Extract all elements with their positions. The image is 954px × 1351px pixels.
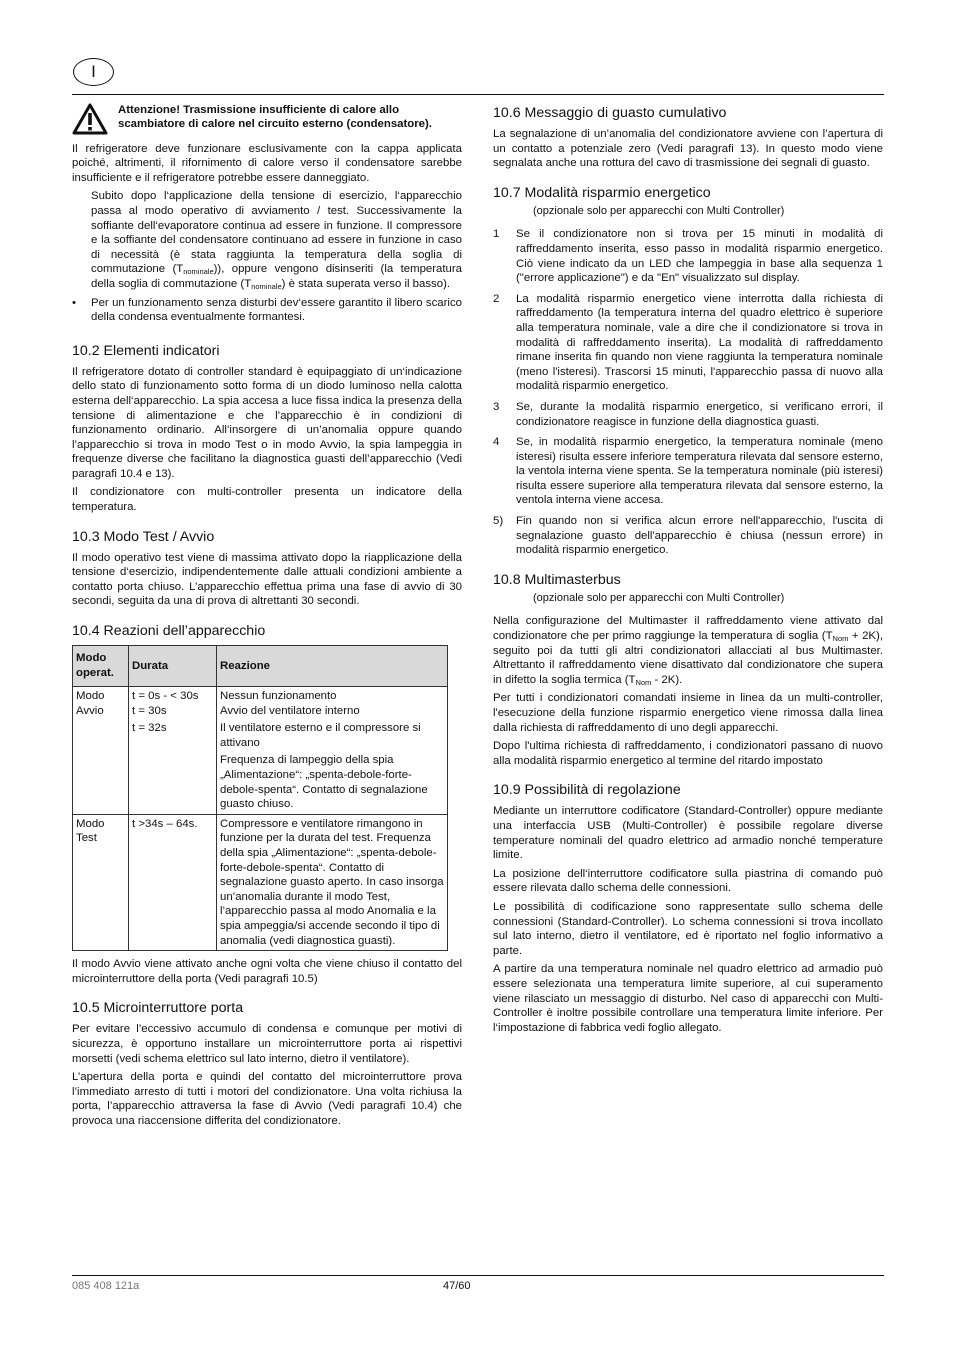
right-column: [493, 103, 883, 1039]
list-item: 1 Se il condizionatore non si trova per 15 minuti in modalità di raffreddamento inserita, esso passo in modalità risparmio energetico. Ciò viene indicato da un LED che lampeggia in base alla sequenza 1 ("errore applicazione") e da "En" visualizzato sul display.: [493, 228, 883, 285]
section-heading-10-2: 10.2 Elementi indicatori: [72, 342, 220, 359]
paragraph: Per evitare l’eccessivo accumulo di condensa e comunque per motivi di sicurezza, è opportuno installare un microinterruttore porta ai rispettivi morsetti (vedi schema elettrico sul lato interno, dietro il ventilatore).: [72, 1023, 462, 1065]
section-heading-10-7: 10.7 Modalità risparmio energetico: [493, 184, 711, 201]
left-column: [72, 103, 462, 1132]
warning-title: Attenzione! Trasmissione insufficiente di calore allo scambiatore di calore nel circuito esterno (condensatore).: [118, 104, 432, 131]
table-cell: Nessun funzionamento Avvio del ventilatore interno Il ventilatore esterno e il compressore si attivano Frequenza di lampeggio della spia „Alimentazione“: „spenta-debole-forte-debole-spenta“. Contatto di segnalazione guasto chiuso.: [217, 687, 448, 815]
paragraph: Dopo l'ultima richiesta di raffreddamento, i condizionatori passano di nuovo alla modalità risparmio energetico al termine del ritardo impostato: [493, 740, 883, 767]
section-heading-10-6: 10.6 Messaggio di guasto cumulativo: [493, 105, 727, 121]
paragraph: L’apertura della porta e quindi del contatto del microinterruttore prova l’immediato arresto di tutti i motori del condizionatore. Una volta richiusa la porta, l’apparecchio attraversa la fase di Avvio (Vedi paragrafi 10.4) che provoca una riaccensione differita del condizionatore.: [72, 1071, 462, 1127]
paragraph: A partire da una temperatura nominale nel quadro elettrico ad armadio può essere selezionata una temperatura limite superiore, al cui superamento viene rilasciato un messaggio di disturbo. Nel caso di apparecchi con Multi-Controller è inoltre possibile controllare una temperatura limite inferiore. Per l‘impostazione di fabbrica vedi foglio allegato.: [493, 963, 883, 1034]
paragraph: Mediante un interruttore codificatore (Standard-Controller) oppure mediante una interfaccia USB (Multi-Controller) è possibile regolare diverse temperature nominali del quadro elettrico ad armadio nonché temperature limite.: [493, 805, 883, 862]
bullet-item: • Per un funzionamento senza disturbi dev‘essere garantito il libero scarico della condensa eventualmente formantesi.: [72, 296, 462, 324]
table-row: [73, 814, 448, 950]
section-heading-10-5: 10.5 Microinterruttore porta: [72, 1000, 244, 1017]
table-row: [73, 687, 448, 815]
table-cell: t = 0s - < 30s t = 30s t = 32s: [129, 687, 217, 815]
table-cell: Modo Test: [73, 814, 129, 950]
table-cell: Modo Avvio: [73, 687, 129, 815]
numbered-list: [493, 227, 883, 557]
warning-triangle-icon: [72, 103, 118, 140]
section-heading-10-4: 10.4 Reazioni dell’apparecchio: [72, 623, 266, 640]
paragraph: Il modo operativo test viene di massima attivato dopo la riapplicazione della tensione d‘esercizio, indipendentemente dalle attuali condizioni ambiente a contatto porta chiuso. L’apparecchio effettua prima una fase di avvio di 30 secondi, seguita da una di prova di altrettanti 30 secondi.: [72, 551, 462, 608]
table-header-cell: Modo operat.: [73, 646, 129, 687]
language-badge: I: [73, 58, 114, 86]
paragraph: Il refrigeratore deve funzionare esclusivamente con la cappa applicata poiché, altrimenti, il rifornimento di calore verso il condensatore sarebbe insufficiente e il refrigeratore potrebbe essere danneggiato.: [72, 142, 462, 184]
table-header-cell: Reazione: [217, 646, 448, 687]
section-note: (opzionale solo per apparecchi con Multi Controller): [533, 204, 785, 217]
footer-rule: [72, 1275, 884, 1276]
table-header-cell: Durata: [129, 646, 217, 687]
section-note: (opzionale solo per apparecchi con Multi Controller): [533, 591, 785, 604]
table-cell: Compressore e ventilatore rimangono in funzione per la durata del test. Frequenza della spia „Alimentazione“: „spenta-debole-forte-debole-spenta“. Contatto di segnalazione guasto aperto. In caso insorga un’anomalia durante il modo Test, l’apparecchio passa al modo Anomalia e la spia ampeggia/si accende secondo il tipo di anomalia (vedi diagnostica guasti).: [217, 814, 448, 950]
document-number: 085 408 121a: [72, 1280, 140, 1292]
paragraph: Il condizionatore con multi-controller presenta un indicatore della temperatura.: [72, 486, 462, 514]
paragraph: Il modo Avvio viene attivato anche ogni volta che viene chiuso il contatto del microinterruttore della porta (Vedi paragrafi 10.5): [72, 958, 462, 985]
paragraph: Nella configurazione del Multimaster il raffreddamento viene attivato dal condizionatore che per primo raggiunge la temperatura di soglia $(T_{Nom} + 2K)$, seguito poi da tutti gli altri condizionatori allacciati al bus Multimaster. Altrettanto il raffreddamento viene disattivato dal condizionatore che supera in difetto la soglia termica $(T_{Nom} - 2K)$.: [493, 615, 883, 687]
warning-box: [72, 103, 462, 140]
list-item: 4 Se, in modalità risparmio energetico, la temperatura nominale (meno isteresi) risulta essere inferiore temperatura rilevata dal sensore esterno, la ventola interna viene spenta. Se la temperatura nominale (più isteresi) risulta essere superiore alla temperatura rilevata dal sensore esterno, la ventola interna viene accesa.: [493, 436, 883, 507]
list-item: 5) Fin quando non si verifica alcun errore nell'apparecchio, l'uscita di segnalazione guasto dell'apparecchio è chiusa (nessun errore) in modalità risparmio energetico.: [493, 515, 883, 557]
paragraph-indented: Subito dopo l‘applicazione della tensione di esercizio, l‘apparecchio passa al modo operativo di avviamento / test. Successivamente la soffiante dell‘evaporatore continua ad essere in funzione. Il compressore e la soffiante del condensatore continuano ad essere in funzione in caso di necessità (è stata raggiunta la temperatura della soglia di commutazione $(T_{nominale})$), oppure vengono disinseriti (la temperatura della soglia di commutazione $(T_{nominale})$ è stata superata verso il basso).: [91, 190, 462, 291]
section-heading-10-8: 10.8 Multimasterbus: [493, 571, 621, 588]
section-heading-10-3: 10.3 Modo Test / Avvio: [72, 528, 215, 545]
paragraph: Il refrigeratore dotato di controller standard è equipaggiato di un‘indicazione dello stato di funzionamento sotto forma di un diodo luminoso nella calotta esterna dell‘apparecchio. La spia accesa a luce fissa indica la presenza della tensione di alimentazione e che l’apparecchio è in condizioni di funzionamento ordinario. All’insorgere di un’anomalia oppure quando l’apparecchio si trova in modo Test o in modo Avvio, la spia lampeggia in frequenze diverse che facilitano la diagnostica guasti dell’apparecchio (Vedi paragrafi 10.4 e 13).: [72, 365, 462, 480]
paragraph: La posizione dell‘interruttore codificatore sulla piastrina di comando può essere rilevata dallo schema delle connessioni.: [493, 867, 883, 895]
table-cell: t >34s – 64s.: [129, 814, 217, 950]
table-header-row: [73, 646, 448, 687]
paragraph: La segnalazione di un’anomalia del condizionatore avviene con l’apertura di un contatto a potenziale zero (Vedi paragrafi 13). In questo modo viene segnalata anche una rottura del cavo di trasmissione dei segnali di guasto.: [493, 128, 883, 170]
list-item: 2 La modalità risparmio energetico viene interrotta dalla richiesta di raffreddamento (la temperatura interna del quadro elettrico è superiore alla temperatura nominale, vale a dire che il condizionatore si trova in modalità di raffreddamento inserita). La modalità di raffreddamento rimane inserita fin quando non viene raggiunta la temperatura nominale (meno l'isteresi). Trascorsi 15 minuti, l'apparecchio passa di nuovo alla modalità risparmio energetico.: [493, 292, 883, 393]
list-item: 3 Se, durante la modalità risparmio energetico, si verificano errori, il condizionatore reagisce in funzione della diagnostica guasti.: [493, 400, 883, 428]
reaction-table: [72, 645, 448, 951]
paragraph: Le possibilità di codificazione sono rappresentate sullo schema delle connessioni (Standard-Controller). Lo schema connessioni si trova incollato sul lato interno, dietro il ventilatore, ed è riportato nel foglio informativo a parte.: [493, 900, 883, 957]
header-rule: [72, 94, 884, 95]
section-heading-10-9: 10.9 Possibilità di regolazione: [493, 782, 681, 799]
page-number: 47/60: [443, 1280, 471, 1292]
paragraph: Per tutti i condizionatori comandati insieme in linea da un multi-controller, l'esecuzione della funzione risparmio energetico viene rimossa dalla linea dalla richiesta di raffreddamento di uno degli apparecchi.: [493, 692, 883, 734]
